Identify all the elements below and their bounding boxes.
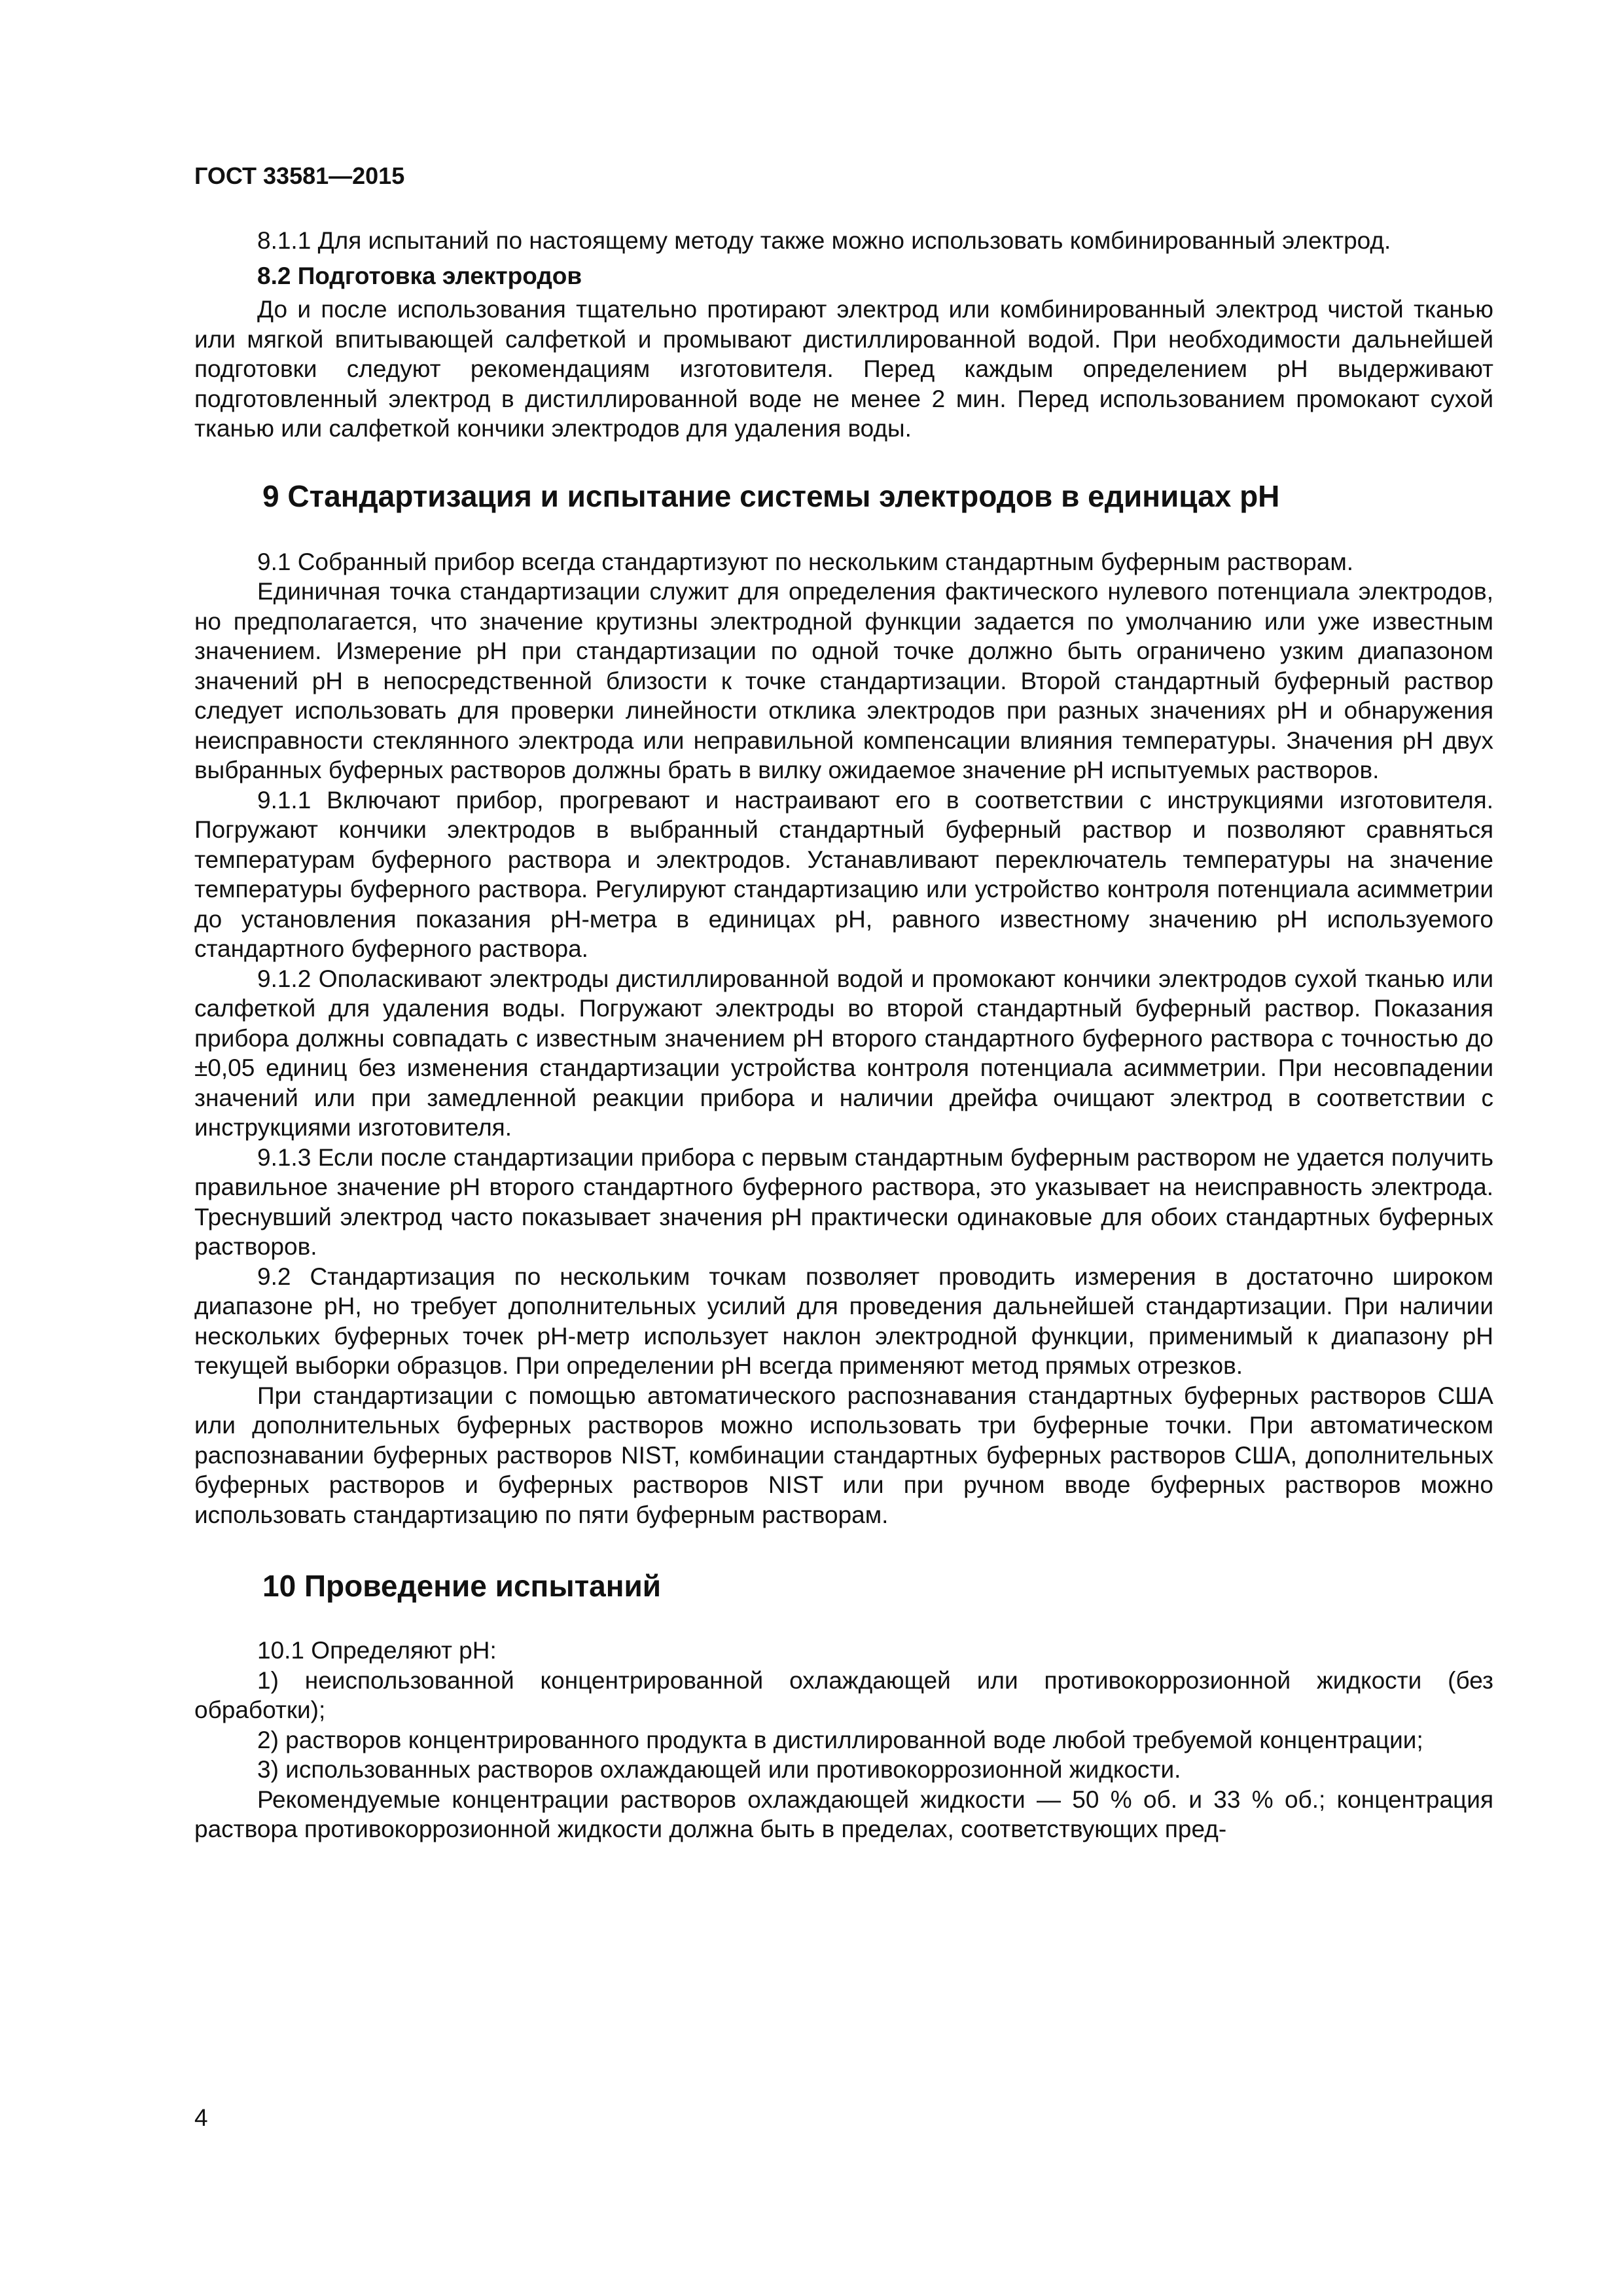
paragraph-10-1: 10.1 Определяют pH: bbox=[257, 1637, 497, 1664]
section-10-heading: 10 Проведение испытаний bbox=[262, 1569, 662, 1603]
paragraph-9-2: 9.2 Стандартизация по нескольким точкам позволяет проводить измерения в достаточно широком диапазоне pH, но требует дополнительных усилий для проведения дальнейшей стандартизации. При наличии нескольких буферных точек pH-метр использует наклон электродной функции, применимый к диапазону pH текущей выборки образцов. При определении pH всегда применяют метод прямых отрезков. bbox=[194, 1263, 1493, 1379]
paragraph-9-1: 9.1 Собранный прибор всегда стандартизуют по нескольким стандартным буферным растворам. bbox=[257, 548, 1354, 575]
page-number: 4 bbox=[194, 2104, 208, 2131]
paragraph-10-1-b: Рекомендуемые концентрации растворов охлаждающей жидкости — 50 % об. и 33 % об.; концентрация раствора противокоррозионной жидкости должна быть в пределах, соответствующих пред- bbox=[194, 1785, 1493, 1842]
paragraph-8-2: До и после использования тщательно протирают электрод или комбинированный электрод чистой тканью или мягкой впитывающей салфеткой и промывают дистиллированной водой. При необходимости дальнейшей подготовки следуют рекомендациям изготовителя. Перед каждым определением pH выдерживают подготовленный электрод в дистиллированной воде не менее 2 мин. Перед использованием промокают сухой тканью или салфеткой кончики электродов для удаления воды. bbox=[194, 296, 1493, 442]
paragraph-9-1-1: 9.1.1 Включают прибор, прогревают и настраивают его в соответствии с инструкциями изготовителя. Погружают кончики электродов в выбранный стандартный буферный раствор и позволяют сравняться температурам буферного раствора и электродов. Устанавливают переключатель температуры на значение температуры буферного раствора. Регулируют стандартизацию или устройство контроля потенциала асимметрии до установления показания pH-метра в единицах pH, равного известному значению pH используемого стандартного буферного раствора. bbox=[194, 786, 1493, 962]
paragraph-9-1-3: 9.1.3 Если после стандартизации прибора с первым стандартным буферным раствором не удается получить правильное значение pH второго стандартного буферного раствора, это указывает на неисправность электрода. Треснувший электрод часто показывает значения pH практически одинаковые для обоих стандартных буферных растворов. bbox=[194, 1143, 1493, 1260]
list-item-10-1-3: 3) использованных растворов охлаждающей или противокоррозионной жидкости. bbox=[257, 1756, 1181, 1783]
document-body bbox=[194, 226, 1493, 1844]
paragraph-9-2-b: При стандартизации с помощью автоматического распознавания стандартных буферных растворов США или дополнительных буферных растворов можно использовать три буферные точки. При автоматическом распознавании буферных растворов NIST, комбинации стандартных буферных растворов США, дополнительных буферных растворов и буферных растворов NIST или при ручном вводе буферных растворов можно использовать стандартизацию по пяти буферным растворам. bbox=[194, 1382, 1493, 1528]
paragraph-8-1-1: 8.1.1 Для испытаний по настоящему методу также можно использовать комбинированный электрод. bbox=[257, 227, 1391, 254]
paragraph-9-1-2: 9.1.2 Ополаскивают электроды дистиллированной водой и промокают кончики электродов сухой тканью или салфеткой для удаления воды. Погружают электроды во второй стандартный буферный раствор. Показания прибора должны совпадать с известным значением pH второго стандартного буферного раствора с точностью до ±0,05 единиц без изменения стандартизации устройства контроля потенциала асимметрии. При несовпадении значений или при замедленной реакции прибора и наличии дрейфа очищают электрод в соответствии с инструкциями изготовителя. bbox=[194, 965, 1493, 1141]
heading-8-2: 8.2 Подготовка электродов bbox=[257, 262, 582, 289]
standard-header: ГОСТ 33581—2015 bbox=[194, 162, 405, 189]
section-9-heading: 9 Стандартизация и испытание системы электродов в единицах pH bbox=[262, 478, 1280, 513]
list-item-10-1-1: 1) неиспользованной концентрированной охлаждающей или противокоррозионной жидкости (без обработки); bbox=[194, 1666, 1493, 1723]
paragraph-9-1-b: Единичная точка стандартизации служит для определения фактического нулевого потенциала электродов, но предполагается, что значение крутизны электродной функции задается по умолчанию или уже известным значением. Измерение pH при стандартизации по одной точке должно быть ограничено узким диапазоном значений pH в непосредственной близости к точке стандартизации. Второй стандартный буферный раствор следует использовать для проверки линейности отклика электродов при разных значениях pH и обнаружения неисправности стеклянного электрода или неправильной компенсации влияния температуры. Значения pH двух выбранных буферных растворов должны брать в вилку ожидаемое значение pH испытуемых растворов. bbox=[194, 578, 1493, 783]
list-item-10-1-2: 2) растворов концентрированного продукта в дистиллированной воде любой требуемой концентрации; bbox=[257, 1726, 1423, 1753]
